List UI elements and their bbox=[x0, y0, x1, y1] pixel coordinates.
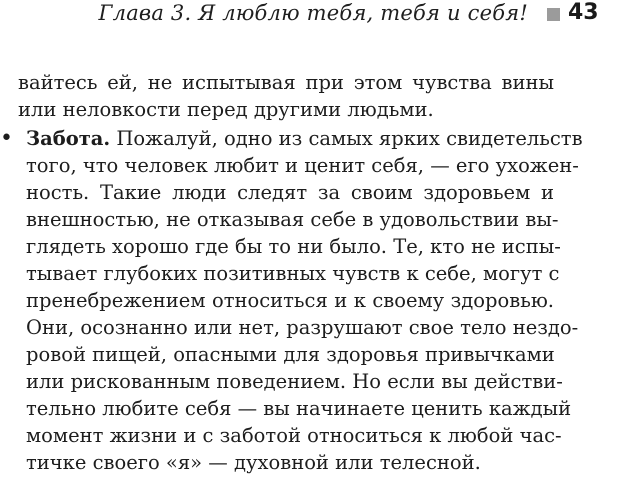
bullet-marker: • bbox=[0, 126, 13, 151]
page-number: 43 bbox=[568, 0, 599, 25]
text-line: или неловкости перед другими людьми. bbox=[18, 98, 434, 121]
bullet-first-line-text: Пожалуй, одно из самых ярких свидетельств bbox=[110, 127, 583, 150]
text-line: внешностью, не отказывая себе в удовольствии вы- bbox=[26, 208, 559, 231]
text-line: вайтесь ей, не испытывая при этом чувства вины bbox=[18, 71, 554, 94]
text-line: тывает глубоких позитивных чувств к себе, могут с bbox=[26, 262, 560, 285]
header-square-marker bbox=[547, 8, 560, 21]
text-line: тичке своего «я» — духовной или телесной. bbox=[26, 451, 481, 474]
chapter-title: Глава 3. Я люблю тебя, тебя и себя! bbox=[98, 1, 528, 25]
text-line: Они, осознанно или нет, разрушают свое тело нездо- bbox=[26, 316, 579, 339]
text-line: того, что человек любит и ценит себя, — его ухожен- bbox=[26, 154, 579, 177]
text-line: момент жизни и с заботой относиться к любой час- bbox=[26, 424, 562, 447]
bullet-lead-term: Забота. bbox=[26, 127, 111, 150]
bullet-first-line bbox=[26, 125, 583, 152]
text-line: ровой пищей, опасными для здоровья привычками bbox=[26, 343, 555, 366]
text-line: глядеть хорошо где бы то ни было. Те, кто не испы- bbox=[26, 235, 561, 258]
text-line: пренебрежением относиться и к своему здоровью. bbox=[26, 289, 554, 312]
running-header bbox=[0, 0, 620, 30]
text-line: или рискованным поведением. Но если вы действи- bbox=[26, 370, 563, 393]
text-line: ность. Такие люди следят за своим здоровьем и bbox=[26, 181, 554, 204]
text-line: тельно любите себя — вы начинаете ценить каждый bbox=[26, 397, 572, 420]
